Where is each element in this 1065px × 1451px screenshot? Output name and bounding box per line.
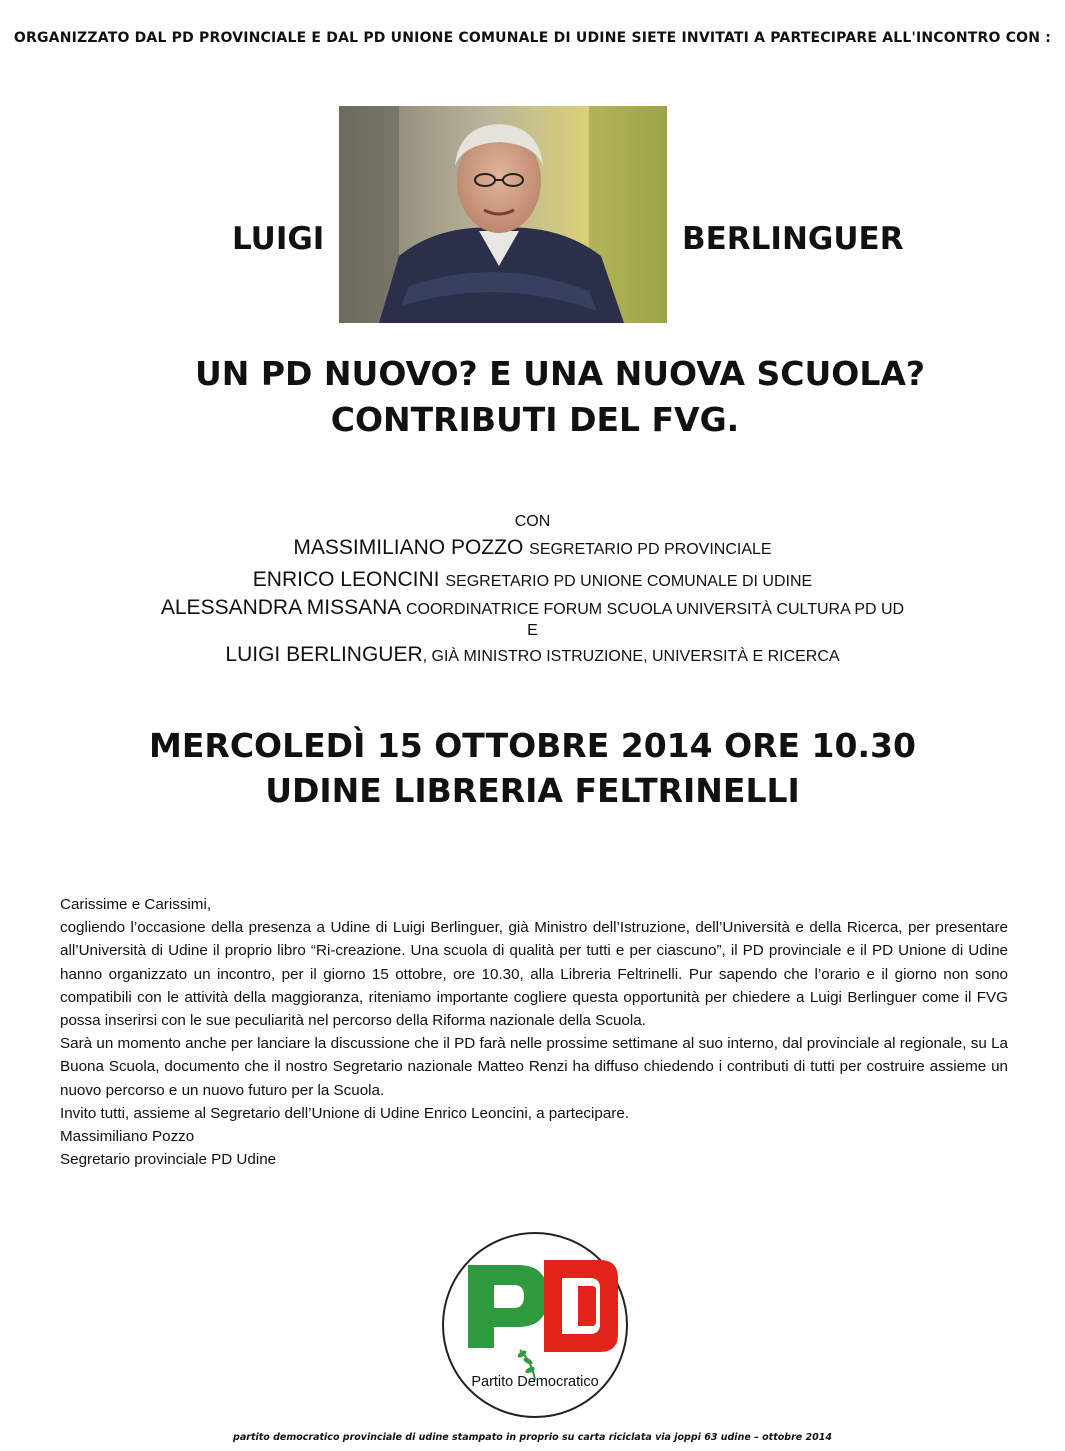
speaker-row	[0, 597, 1065, 621]
guest-photo	[339, 106, 667, 323]
invitation-letter	[60, 893, 1008, 1171]
event-details	[0, 723, 1065, 813]
letter-paragraph: Sarà un momento anche per lanciare la discussione che il PD farà nelle prossime settimane al suo interno, dal provinciale al regionale, su La Buona Scuola, documento che il nostro Segretario nazionale Matteo Renzi ha diffuso chiedendo i contributi di tutti per costruire assieme un nuovo percorso e un nuovo futuro per la Scuola.	[60, 1035, 1008, 1099]
letter-signature-role: Segretario provinciale PD Udine	[60, 1151, 277, 1169]
speaker-role: , GIÀ MINISTRO ISTRUZIONE, UNIVERSITÀ E RICERCA	[422, 648, 840, 665]
letter-signature-name: Massimiliano Pozzo	[60, 1128, 195, 1146]
guest-first-name: LUIGI	[232, 221, 325, 257]
speaker-row	[0, 640, 1065, 672]
speaker-name: LUIGI BERLINGUER	[225, 643, 423, 666]
letter-greeting: Carissime e Carissimi,	[60, 896, 212, 913]
footer-credits: partito democratico provinciale di udine stampato in proprio su carta riciclata via joppi 63 udine – ottobre 2014	[233, 1432, 832, 1443]
speaker-name: ALESSANDRA MISSANA	[160, 596, 401, 619]
speaker-name: ENRICO LEONCINI	[252, 568, 440, 591]
speaker-role: SEGRETARIO PD PROVINCIALE	[529, 541, 772, 558]
event-title-line-2: CONTRIBUTI DEL FVG.	[330, 400, 740, 439]
event-venue: UDINE LIBRERIA FELTRINELLI	[265, 771, 800, 810]
letter-paragraph: Invito tutti, assieme al Segretario dell’Unione di Udine Enrico Leoncini, a partecipare.	[60, 1104, 629, 1122]
logo-caption: Partito Democratico	[471, 1374, 599, 1390]
speaker-row	[0, 533, 1065, 565]
event-title-line-1: UN PD NUOVO? E UNA NUOVA SCUOLA?	[194, 354, 926, 393]
event-datetime: MERCOLEDÌ 15 OTTOBRE 2014 ORE 10.30	[149, 726, 916, 765]
speakers-block	[0, 511, 1065, 672]
organizer-header: ORGANIZZATO DAL PD PROVINCIALE E DAL PD UNIONE COMUNALE DI UDINE SIETE INVITATI A PARTECIPARE ALL'INCONTRO CON :	[13, 30, 1052, 46]
speaker-role: COORDINATRICE FORUM SCUOLA UNIVERSITÀ CULTURA PD UD	[405, 601, 905, 618]
speaker-name: MASSIMILIANO POZZO	[293, 536, 524, 559]
speakers-intro: CON	[514, 513, 551, 530]
speaker-role: SEGRETARIO PD UNIONE COMUNALE DI UDINE	[445, 573, 813, 590]
speaker-row	[0, 565, 1065, 597]
letter-paragraph: cogliendo l’occasione della presenza a Udine di Luigi Berlinguer, già Ministro dell’Istruzione, dell’Università e della Ricerca, per presentare all’Università di Udine il proprio libro “Ri-creazione. Una scuola di qualità per tutti e per ciascuno”, il PD provinciale e il PD Unione di Udine hanno organizzato un incontro, per il giorno 15 ottobre, ore 10.30, alla Libreria Feltrinelli. Pur sapendo che l’orario e il giorno non sono compatibili con le attività della maggioranza, riteniamo importante cogliere questa opportunità per chiedere a Luigi Berlinguer come il FVG possa inserirsi con le sue peculiarità nel percorso della Riforma nazionale della Scuola.	[60, 919, 1008, 1030]
speakers-conjunction: E	[527, 622, 538, 639]
guest-last-name: BERLINGUER	[682, 221, 904, 257]
pd-logo	[440, 1230, 630, 1420]
